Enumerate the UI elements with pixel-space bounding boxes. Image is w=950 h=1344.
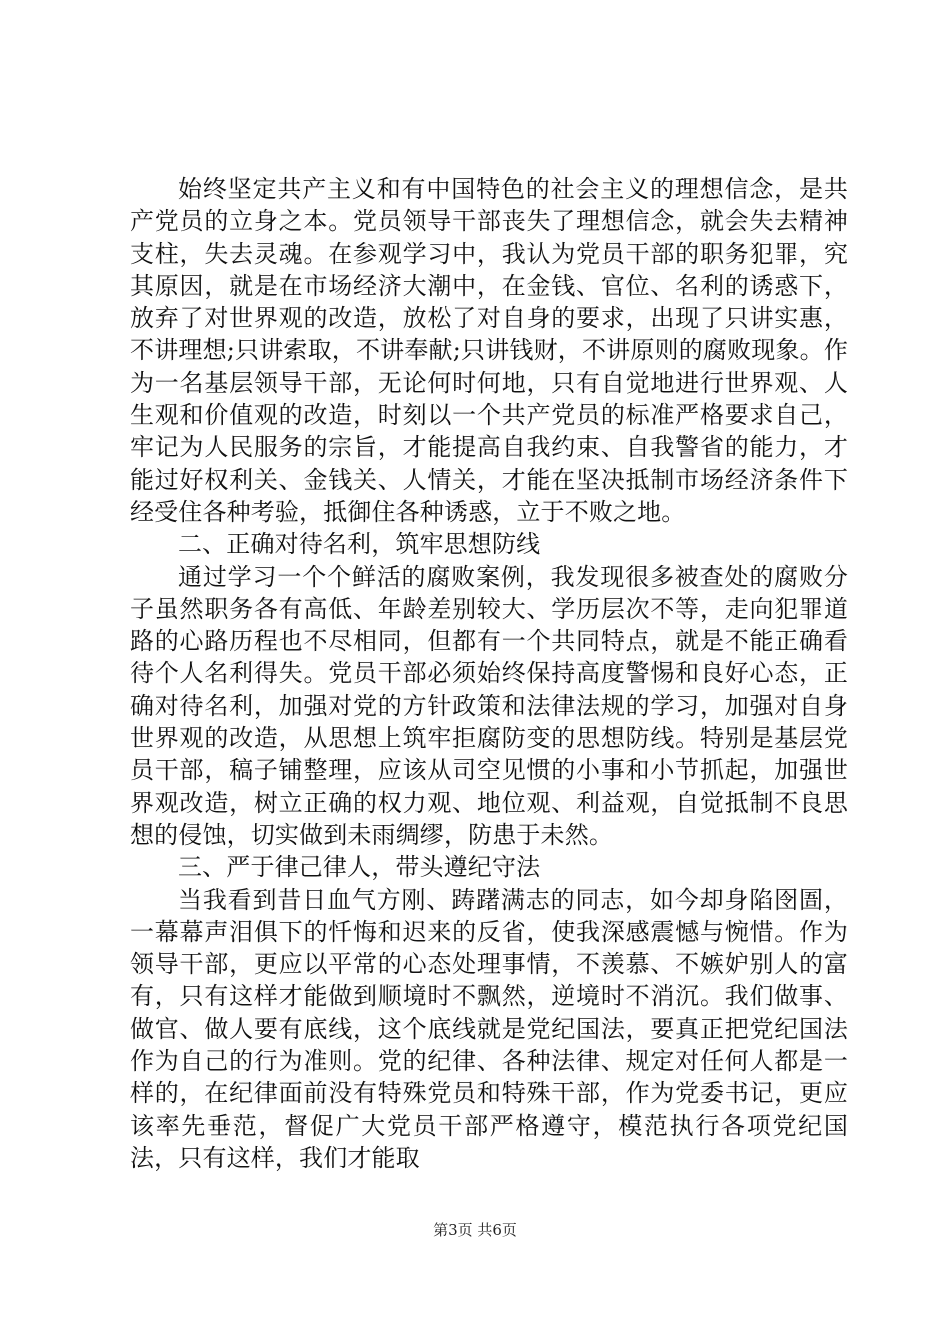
document-body	[130, 173, 848, 1174]
paragraph-discipline: 当我看到昔日血气方刚、踌躇满志的同志，如今却身陷囹圄，一幕幕声泪俱下的忏悔和迟来的反省，使我深感震憾与惋惜。作为领导干部，更应以平常的心态处理事情，不羡慕、不嫉妒别人的富有，只有这样才能做到顺境时不飘然，逆境时不消沉。我们做事、做官、做人要有底线，这个底线就是党纪国法，要真正把党纪国法作为自己的行为准则。党的纪律、各种法律、规定对任何人都是一样的，在纪律面前没有特殊党员和特殊干部，作为党委书记，更应该率先垂范，督促广大党员干部严格遵守，模范执行各项党纪国法，只有这样，我们才能取	[130, 885, 848, 1172]
paragraph-ideals: 始终坚定共产主义和有中国特色的社会主义的理想信念，是共产党员的立身之本。党员领导干部丧失了理想信念，就会失去精神支柱，失去灵魂。在参观学习中，我认为党员干部的职务犯罪，究其原因，就是在市场经济大潮中，在金钱、官位、名利的诱惑下，放弃了对世界观的改造，放松了对自身的要求，出现了只讲实惠，不讲理想;只讲索取，不讲奉献;只讲钱财，不讲原则的腐败现象。作为一名基层领导干部，无论何时何地，只有自觉地进行世界观、人生观和价值观的改造，时刻以一个共产党员的标准严格要求自己，牢记为人民服务的宗旨，才能提高自我约束、自我警省的能力，才能过好权利关、金钱关、人情关，才能在坚决抵制市场经济条件下经受住各种考验，抵御住各种诱惑，立于不败之地。	[130, 175, 848, 526]
page-number-footer: 第3页 共6页	[433, 1221, 517, 1239]
paragraph-fame-interest: 通过学习一个个鲜活的腐败案例，我发现很多被查处的腐败分子虽然职务各有高低、年龄差别较大、学历层次不等，走向犯罪道路的心路历程也不尽相同，但都有一个共同特点，就是不能正确看待个人名利得失。党员干部必须始终保持高度警惕和良好心态，正确对待名利，加强对党的方针政策和法律法规的学习，加强对自身世界观的改造，从思想上筑牢拒腐防变的思想防线。特别是基层党员干部，稿子铺整理，应该从司空见惯的小事和小节抓起，加强世界观改造，树立正确的权力观、地位观、利益观，自觉抵制不良思想的侵蚀，切实做到未雨绸缪，防患于未然。	[130, 562, 848, 849]
section-heading-2: 二、正确对待名利，筑牢思想防线	[178, 530, 541, 559]
section-heading-3: 三、严于律己律人，带头遵纪守法	[178, 853, 541, 882]
